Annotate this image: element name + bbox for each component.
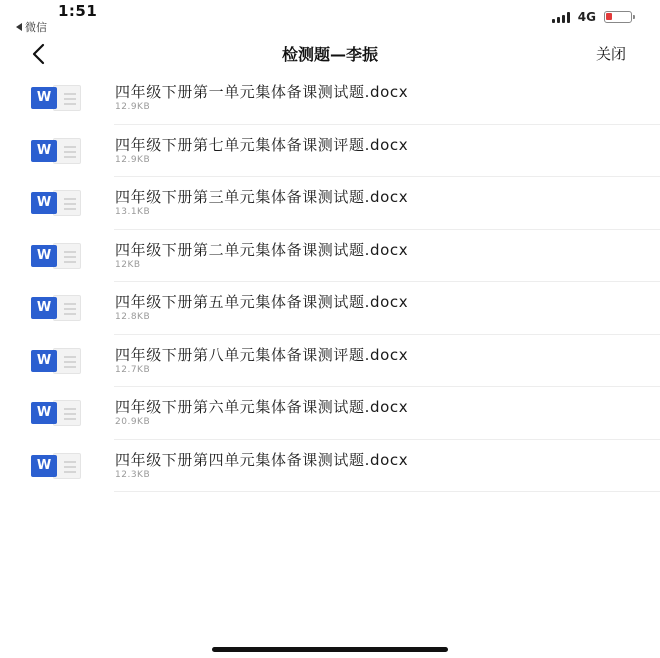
file-size: 20.9KB: [115, 417, 151, 427]
word-badge: W: [31, 350, 57, 372]
word-badge: W: [31, 297, 57, 319]
file-name: 四年级下册第二单元集体备课测试题.docx: [115, 240, 409, 259]
file-size: 13.1KB: [115, 207, 151, 217]
file-name: 四年级下册第五单元集体备课测试题.docx: [115, 293, 409, 311]
network-type: 4G: [577, 10, 596, 24]
document-sheet: [53, 348, 81, 374]
word-document-icon: [31, 348, 83, 374]
file-name: 四年级下册第四单元集体备课测试题.docx: [115, 450, 409, 469]
signal-icon: [552, 12, 570, 23]
word-document-icon: [31, 453, 83, 479]
close-button[interactable]: 关闭: [595, 45, 626, 63]
file-list-item[interactable]: [0, 440, 660, 493]
file-size: 12KB: [115, 259, 141, 270]
file-list-item[interactable]: [0, 282, 660, 335]
word-badge: W: [31, 140, 57, 162]
back-triangle-icon: [16, 23, 22, 31]
battery-icon: [604, 11, 632, 23]
word-document-icon: [31, 400, 83, 426]
battery-level: [606, 13, 612, 20]
word-document-icon: [31, 85, 83, 111]
file-list-item[interactable]: [0, 230, 660, 283]
status-indicators: [552, 10, 632, 24]
word-badge: W: [31, 245, 57, 267]
document-sheet: [53, 295, 81, 321]
file-list-item[interactable]: [0, 72, 660, 125]
file-name: 四年级下册第一单元集体备课测试题.docx: [115, 83, 409, 101]
word-badge: W: [31, 402, 57, 424]
home-indicator[interactable]: [212, 647, 448, 652]
file-size: 12.3KB: [115, 469, 151, 480]
word-badge: W: [31, 87, 57, 109]
document-sheet: [53, 453, 81, 479]
file-list-item[interactable]: [0, 335, 660, 388]
file-size: 12.8KB: [115, 312, 151, 322]
word-document-icon: [31, 190, 83, 216]
word-badge: W: [31, 192, 57, 214]
word-document-icon: [31, 138, 83, 164]
status-bar: [0, 0, 660, 34]
document-sheet: [53, 85, 81, 111]
file-name: 四年级下册第八单元集体备课测评题.docx: [115, 345, 409, 364]
file-list-item[interactable]: [0, 387, 660, 440]
file-name: 四年级下册第七单元集体备课测评题.docx: [115, 135, 409, 154]
file-list: [0, 72, 660, 492]
status-back-app-label: 微信: [25, 21, 47, 34]
word-document-icon: [31, 295, 83, 321]
file-name: 四年级下册第六单元集体备课测试题.docx: [115, 398, 409, 416]
file-size: 12.9KB: [115, 102, 151, 112]
status-back-to-app[interactable]: [16, 19, 47, 35]
document-sheet: [53, 190, 81, 216]
file-size: 12.7KB: [115, 364, 151, 375]
document-sheet: [53, 138, 81, 164]
file-size: 12.9KB: [115, 154, 151, 165]
word-badge: W: [31, 455, 57, 477]
file-list-item[interactable]: [0, 177, 660, 230]
page-title: 检测题—李振: [281, 45, 378, 64]
status-time: 1:51: [58, 2, 98, 20]
word-document-icon: [31, 243, 83, 269]
file-list-item[interactable]: [0, 125, 660, 178]
document-sheet: [53, 400, 81, 426]
document-sheet: [53, 243, 81, 269]
file-name: 四年级下册第三单元集体备课测试题.docx: [115, 188, 409, 206]
battery-cap: [633, 15, 635, 19]
navigation-bar: [0, 34, 660, 74]
